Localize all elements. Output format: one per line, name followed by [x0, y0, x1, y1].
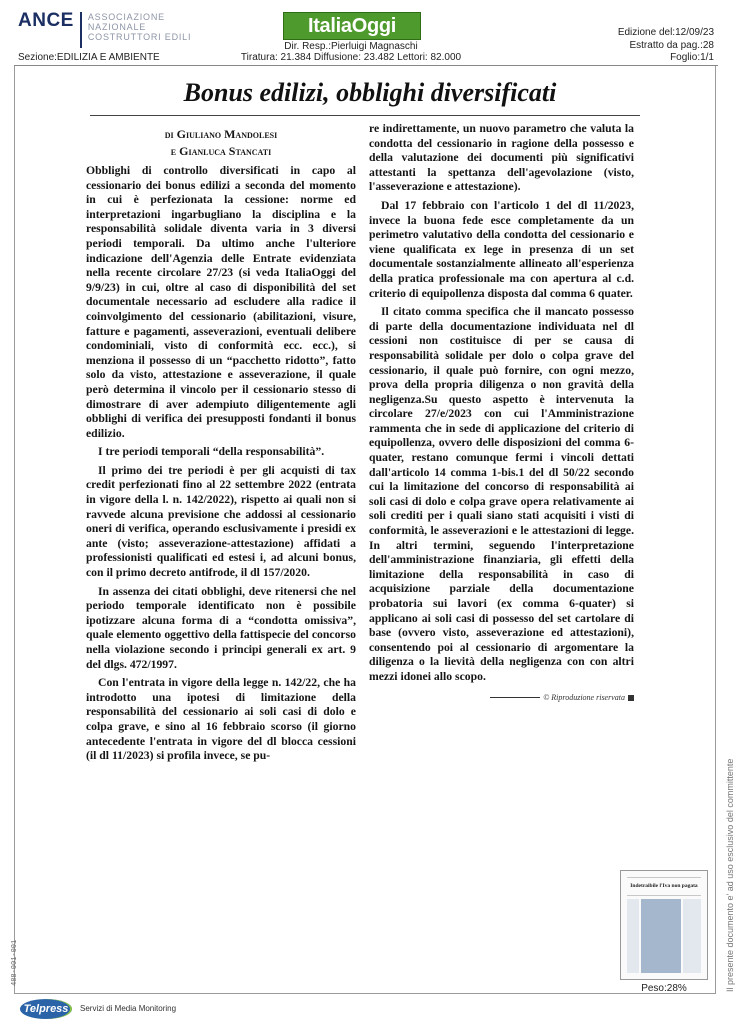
extract-page: Estratto da pag.:28	[629, 39, 714, 51]
thumbnail-column	[683, 899, 701, 973]
article-paragraph: I tre periodi temporali “della responsabilità”.	[98, 445, 325, 459]
article-paragraph: In assenza dei citati obblighi, deve ritenersi che nel periodo temporale identificato non è possibile ipotizzare alcuna forma di a “condotta omissiva”, quale elemento oggettivo della fattispecie del concorso nella violazione secondo i principi generali ex art. 9 del dlgs. 472/1997.	[86, 584, 356, 671]
thumbnail-title: Indetraibile l'Iva non pagata	[630, 883, 698, 889]
article-paragraph: Il primo dei tre periodi è per gli acquisti di tax credit perfezionati fino al 22 settembre 2022 (entrata in vigore della l. n. 142/2022), rispetto ai quali non si ravvede alcuna previsione che addossi al cessionario oneri di verifica, operando esclusivamente i presidi ex ante (visto; asseverazione-attestazione) affidati a professionisti qualificati ed estesi i, ad alcuni bonus, con il primo decreto antifrode, il dl 157/2020.	[86, 463, 356, 580]
newspaper-stats: Tiratura: 21.384 Diffusione: 23.482 Lettori: 82.000	[240, 52, 462, 63]
sheet-number: Foglio:1/1	[670, 52, 714, 63]
ance-logo	[18, 10, 191, 50]
signature-dash	[490, 697, 540, 698]
footer-service: Servizi di Media Monitoring	[80, 1004, 177, 1013]
usage-disclaimer	[714, 758, 735, 1000]
title-divider	[90, 115, 640, 116]
article-paragraph: re indirettamente, un nuovo parametro che valuta la condotta del cessionario in ragione della possesso e della valutazione dei documenti più significativi attestanti la spettanza dell'agevolazione (visto, l'asseverazione e attestazione).	[369, 122, 634, 194]
italiaoggi-logo: ItaliaOggi	[283, 12, 421, 40]
thumbnail-line	[627, 895, 701, 896]
byline-author-2: e Gianluca Stancati	[170, 144, 272, 158]
byline-author-1: di Giuliano Mandolesi	[164, 127, 278, 141]
article-column-right	[369, 122, 634, 705]
thumbnail-line	[627, 877, 701, 878]
clipping-meta	[618, 27, 714, 65]
article-byline	[86, 126, 356, 160]
copyright-signature	[369, 691, 634, 706]
page-thumbnail	[620, 870, 708, 980]
thumbnail-article-highlight	[641, 899, 681, 973]
ance-logo-divider	[80, 12, 82, 48]
article-paragraph: Obblighi di controllo diversificati in capo al cessionario dei bonus edilizi a seconda del momento in cui è perfezionata la cessione: norme ed interpretazioni ingarbugliano la disciplina e la responsabilità solidale diventa varia in 3 diversi periodi temporali. Da ultimo anche l'ulteriore indicazione dell'Agenzia delle Entrate evidenziata nella recente circolare 27/23 (si veda ItaliaOggi del 9/9/23) in cui, oltre al caso di disponibilità del set documentale necessario ad escludere alla radice il coinvolgimento del cessionario (abilitazioni, visure, fatture e pagamenti, asseverazioni, eventuali delibere condominiali, visto di conformità ecc. ecc.), si menziona il possesso di un “pacchetto ridotto”, fatto solo da visto, attestazione e asseverazione, il quale però determina il vincolo per il cessionario stesso di dimostrare di aver adempiuto diligentemente agli obblighi di verifica dei presupposti fondanti il bonus edilizio.	[86, 164, 356, 440]
ance-logo-line-1: ASSOCIAZIONE	[87, 12, 165, 22]
signature-square-icon	[628, 695, 634, 701]
ance-logo-word: ANCE	[18, 10, 74, 31]
thumbnail-column	[627, 899, 639, 973]
newspaper-director: Dir. Resp.:Pierluigi Magnaschi	[284, 41, 418, 52]
page-header	[0, 0, 732, 66]
article-column-left	[86, 122, 356, 768]
article-paragraph: Dal 17 febbraio con l'articolo 1 del dl 11/2023, invece la buona fede esce completamente da un perimetro valutativo della condotta del cessionario e viene qualificata ex lege in presenza di un set documentale sostanzialmente allineato all'esperienza della pratica professionale ma con apertura al c.d. criterio di equipollenza disposta dal comma 6 quater.	[369, 198, 634, 300]
telpress-logo: Telpress	[20, 999, 72, 1019]
ance-logo-subtitle	[88, 10, 191, 42]
article-paragraph: Il citato comma specifica che il mancato possesso di parte della documentazione individuata nel dl cessioni non costituisce di per se causa di responsabilità solidale per dolo o colpa grave del cessionario, il quale può fornire, con ogni mezzo, prova della propria diligenza o non gravità della negligenza.Su questo aspetto è intervenuta la circolare 27/e/2023 con cui l'Amministrazione rammenta che in sede di applicazione del criterio di equipollenza, ovvero delle disposizioni del comma 6-quater, restano comunque fermi i vincoli dettati dall'articolo 14 comma 1-bis.1 del dl 50/22 secondo cui la limitazione del concorso di responsabilità ai soli casi di dolo e colpa grave opera relativamente ai soli crediti per i quali siano stati acquisiti i visti di conformità, le asseverazioni e le attestazioni di legge. In altri termini, seguendo l'interpretazione dell'amministrazione finanziaria, gli effetti della limitazione della responsabilità in caso di acquisizione parziale della documentazione probatoria sui lavori (ex comma 6-quater) si applicano ai soli casi di possesso del set cartolare di base (ovvero visto, asseverazione ed attestazioni), consentendo poi al cessionario di argomentare la diligenza o la lievità della negligenza con con altri mezzi idonei allo scopo.	[369, 305, 634, 683]
article-title: Bonus edilizi, obblighi diversificati	[183, 78, 557, 107]
section-label: Sezione:EDILIZIA E AMBIENTE	[18, 52, 160, 63]
article-paragraph: Con l'entrata in vigore della legge n. 142/22, che ha introdotto una ipotesi di limitazione della responsabilità del cessionario ai soli casi di dolo e colpa grave, e sino al 16 febbraio scorso (il giorno antecedente l'entrata in vigore del dl blocca cessioni (il dl 11/2023) si profila invece, se pu-	[86, 676, 356, 763]
signature-text: © Riproduzione riservata	[543, 692, 625, 702]
article-weight: Peso:28%	[641, 983, 687, 994]
usage-disclaimer-text: Il presente documento e' ad uso esclusivo del committente	[725, 758, 735, 992]
ance-logo-line-3: COSTRUTTORI EDILI	[87, 32, 192, 42]
edition-date: Edizione del:12/09/23	[617, 27, 714, 38]
document-code-text: 488-001-001	[11, 939, 19, 986]
document-code	[1, 930, 19, 990]
ance-logo-line-2: NAZIONALE	[87, 22, 147, 32]
